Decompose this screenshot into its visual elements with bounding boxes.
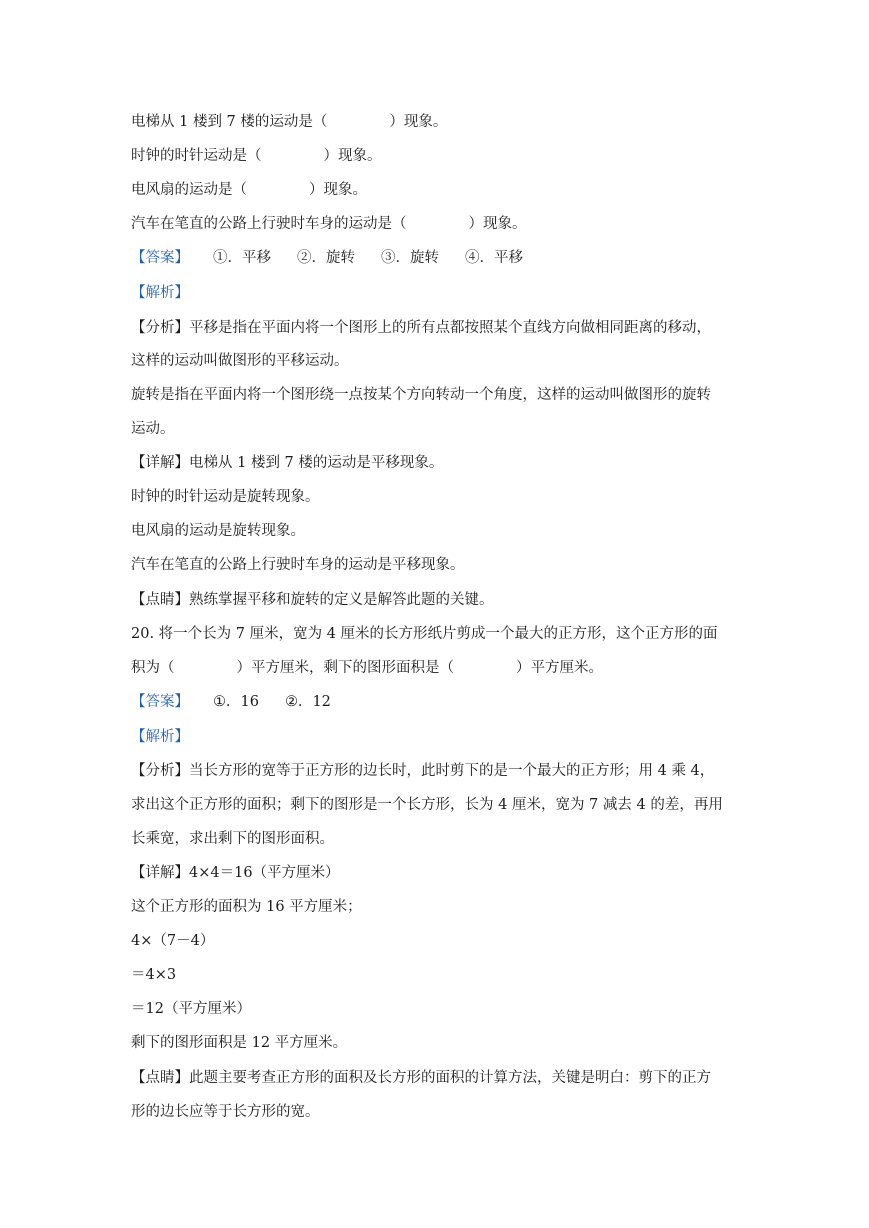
q20-line2-mid: ）平方厘米，剩下的图形面积是（ [236,660,454,676]
q19-line-car [131,214,527,234]
answer-label: 【答案】 [131,250,189,266]
q20-dianjing-line1 [131,1068,711,1088]
fenxi-label: 【分析】 [131,320,189,336]
q19-line-elevator [131,112,447,132]
q19-line-fan [131,180,367,200]
q19-fenxi-text1: 平移是指在平面内将一个图形上的所有点都按照某个直线方向做相同距离的移动， [189,320,711,336]
q20-xiangjie-text1: 4×4＝16（平方厘米） [189,865,340,881]
q19-xiangjie-line2: 时钟的时针运动是旋转现象。 [131,489,320,505]
q19-xiangjie-line3: 电风扇的运动是旋转现象。 [131,523,305,539]
q19-line3-pre: 电风扇的运动是（ [131,182,247,198]
q20-fenxi-line3: 长乘宽，求出剩下的图形面积。 [131,831,334,847]
q20-question-line1: 20. 将一个长为 7 厘米，宽为 4 厘米的长方形纸片剪成一个最大的正方形，这个正方形的面 [131,626,718,642]
q19-line-clock [131,146,382,166]
q20-answer-1: ①．16 [213,694,259,710]
fenxi-label: 【分析】 [131,763,189,779]
q19-line1-post: ）现象。 [389,114,448,130]
q19-analysis-label: 【解析】 [131,285,189,301]
xiangjie-label: 【详解】 [131,865,189,881]
q19-answer-line [131,248,523,268]
dianjing-label: 【点睛】 [131,1070,189,1086]
q19-line2-pre: 时钟的时针运动是（ [131,148,262,164]
answer-label: 【答案】 [131,694,189,710]
q20-xiangjie-line3: 4×（7－4） [131,933,215,949]
q20-line2-post: ）平方厘米。 [516,660,603,676]
q19-xiangjie-text1: 电梯从 1 楼到 7 楼的运动是平移现象。 [189,455,444,471]
q19-line2-post: ）现象。 [323,148,382,164]
q20-xiangjie-line2: 这个正方形的面积为 16 平方厘米； [131,899,362,915]
q20-dianjing-line2: 形的边长应等于长方形的宽。 [131,1104,320,1120]
q19-fenxi-line2: 这样的运动叫做图形的平移运动。 [131,353,349,369]
q20-line2-pre: 积为（ [131,660,175,676]
q19-answer-1: ①．平移 [213,250,271,266]
q19-xiangjie-line4: 汽车在笔直的公路上行驶时车身的运动是平移现象。 [131,557,465,573]
q19-fenxi-line3: 旋转是指在平面内将一个图形绕一点按某个方向转动一个角度，这样的运动叫做图形的旋转 [131,387,711,403]
q19-line1-pre: 电梯从 1 楼到 7 楼的运动是（ [131,114,328,130]
q20-xiangjie-line4: ＝4×3 [131,967,177,983]
q19-line4-pre: 汽车在笔直的公路上行驶时车身的运动是（ [131,216,407,232]
q19-xiangjie-line1 [131,453,443,473]
q19-answer-3: ③．旋转 [381,250,439,266]
q20-answer-2: ②．12 [284,694,331,710]
q20-answer-line [131,692,331,712]
q19-fenxi-line4: 运动。 [131,421,175,437]
q20-analysis-label: 【解析】 [131,729,189,745]
q20-fenxi-line2: 求出这个正方形的面积；剩下的图形是一个长方形，长为 4 厘米，宽为 7 减去 4 的差，再用 [131,797,723,813]
q20-fenxi-text1: 当长方形的宽等于正方形的边长时，此时剪下的是一个最大的正方形；用 4 乘 4， [189,763,715,779]
xiangjie-label: 【详解】 [131,455,189,471]
q19-line4-post: ）现象。 [468,216,527,232]
q20-dianjing-text1: 此题主要考查正方形的面积及长方形的面积的计算方法，关键是明白：剪下的正方 [189,1070,711,1086]
dianjing-label: 【点睛】 [131,592,189,608]
q19-answer-4: ④．平移 [465,250,523,266]
q19-line3-post: ）现象。 [309,182,367,198]
q20-question-line2 [131,658,603,678]
q19-fenxi-line1 [131,318,711,338]
q20-xiangjie-line6: 剩下的图形面积是 12 平方厘米。 [131,1035,348,1051]
q20-xiangjie-line5: ＝12（平方厘米） [131,1001,251,1017]
q20-xiangjie-line1 [131,863,340,883]
q19-dianjing-text: 熟练掌握平移和旋转的定义是解答此题的关键。 [189,592,494,608]
q19-dianjing-line [131,590,494,610]
q20-fenxi-line1 [131,761,714,781]
q19-answer-2: ②．旋转 [297,250,355,266]
